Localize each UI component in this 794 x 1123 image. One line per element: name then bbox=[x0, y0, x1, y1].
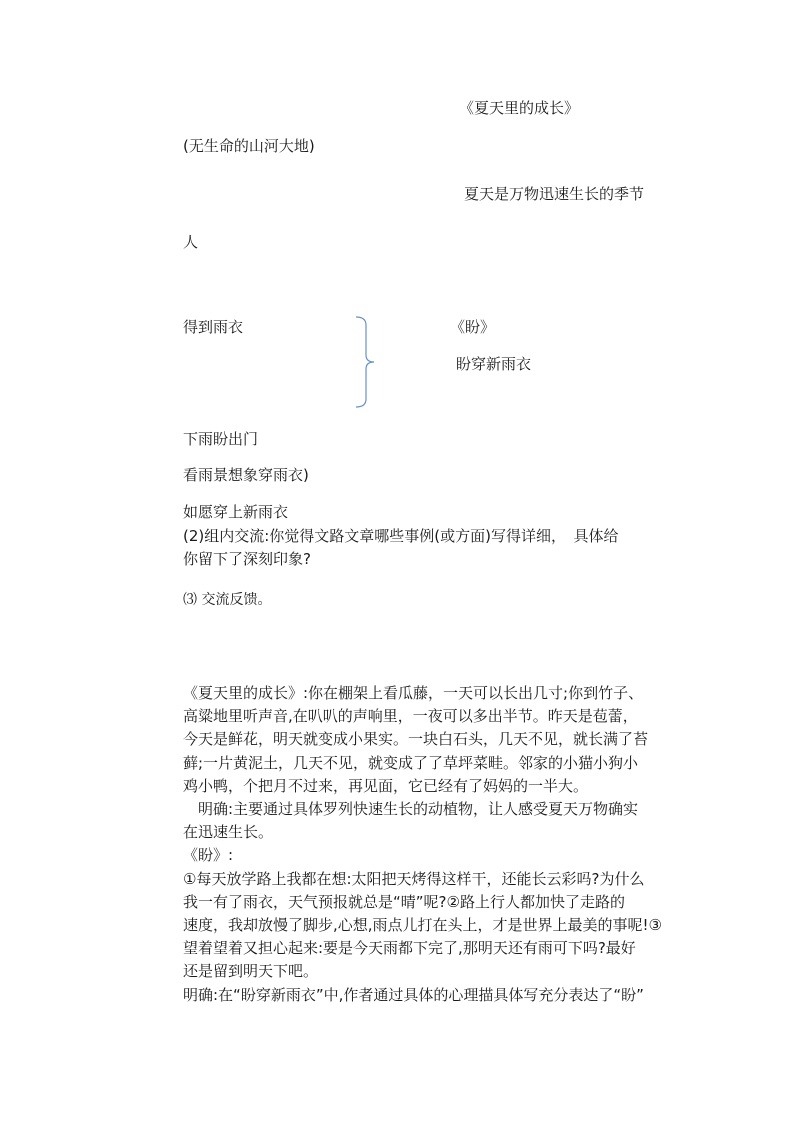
text-line: 今天是鲜花，明天就变成小果实。一块白石头，几天不见，就长满了苔 bbox=[183, 730, 649, 749]
event-item: 如愿穿上新雨衣 bbox=[183, 503, 289, 521]
text-line: 高粱地里听声音,在叭叭的声响里，一夜可以多出半节。昨天是苞蕾， bbox=[183, 707, 638, 726]
right-brace bbox=[350, 315, 380, 410]
page-title: 《夏天里的成长》 bbox=[459, 99, 580, 117]
event-item: 看雨景想象穿雨衣) bbox=[183, 466, 309, 484]
text-line: 望着望着又担心起来:要是今天雨都下完了,那明天还有雨可下吗?最好 bbox=[183, 939, 636, 958]
person-label: 人 bbox=[183, 233, 199, 251]
analysis-paragraph bbox=[183, 682, 703, 1007]
text-line: 明确:主要通过具体罗列快速生长的动植物，让人感受夏天万物确实 bbox=[183, 800, 639, 819]
text-line: (2)组内交流:你觉得文路文章哪些事例(或方面)写得详细， 具体给 bbox=[183, 527, 619, 545]
text-line: 速度，我却放慢了脚步,心想,雨点儿打在头上，才是世界上最美的事呢!③ bbox=[183, 916, 662, 935]
text-line: 藓;一片黄泥土，几天不见，就变成了了草坪菜畦。邻家的小猫小狗小 bbox=[183, 753, 639, 772]
text-line: 《夏天里的成长》:你在棚架上看瓜藤，一天可以长出几寸;你到竹子、 bbox=[183, 684, 644, 702]
main-idea: 夏天是万物迅速生长的季节 bbox=[464, 185, 645, 203]
story-title: 《盼》 bbox=[450, 318, 496, 336]
event-item: 下雨盼出门 bbox=[183, 430, 259, 448]
text-line: ①每天放学路上我都在想:太阳把天烤得这样干，还能长云彩吗?为什么 bbox=[183, 869, 645, 888]
text-line: 鸡小鸭，个把月不过来，再见面，它已经有了妈妈的一半大。 bbox=[183, 776, 589, 795]
text-line: 你留下了深刻印象? bbox=[183, 550, 311, 569]
text-line: 在迅速生长。 bbox=[183, 823, 274, 842]
text-line: 还是留到明天下吧。 bbox=[183, 962, 319, 981]
story-theme: 盼穿新雨衣 bbox=[456, 355, 532, 373]
step3-heading: ⑶ 交流反馈。 bbox=[183, 592, 272, 608]
text-line: 明确:在“盼穿新雨衣”中,作者通过具体的心理描具体写充分表达了“盼” bbox=[183, 985, 644, 1004]
left-note: (无生命的山河大地) bbox=[183, 137, 315, 155]
step2-paragraph bbox=[183, 525, 703, 571]
branch-left-label: 得到雨衣 bbox=[183, 318, 244, 336]
text-line: 我一有了雨衣，天气预报就总是“晴”呢?②路上行人都加快了走路的 bbox=[183, 892, 625, 911]
text-line: 《盼》: bbox=[183, 846, 234, 865]
